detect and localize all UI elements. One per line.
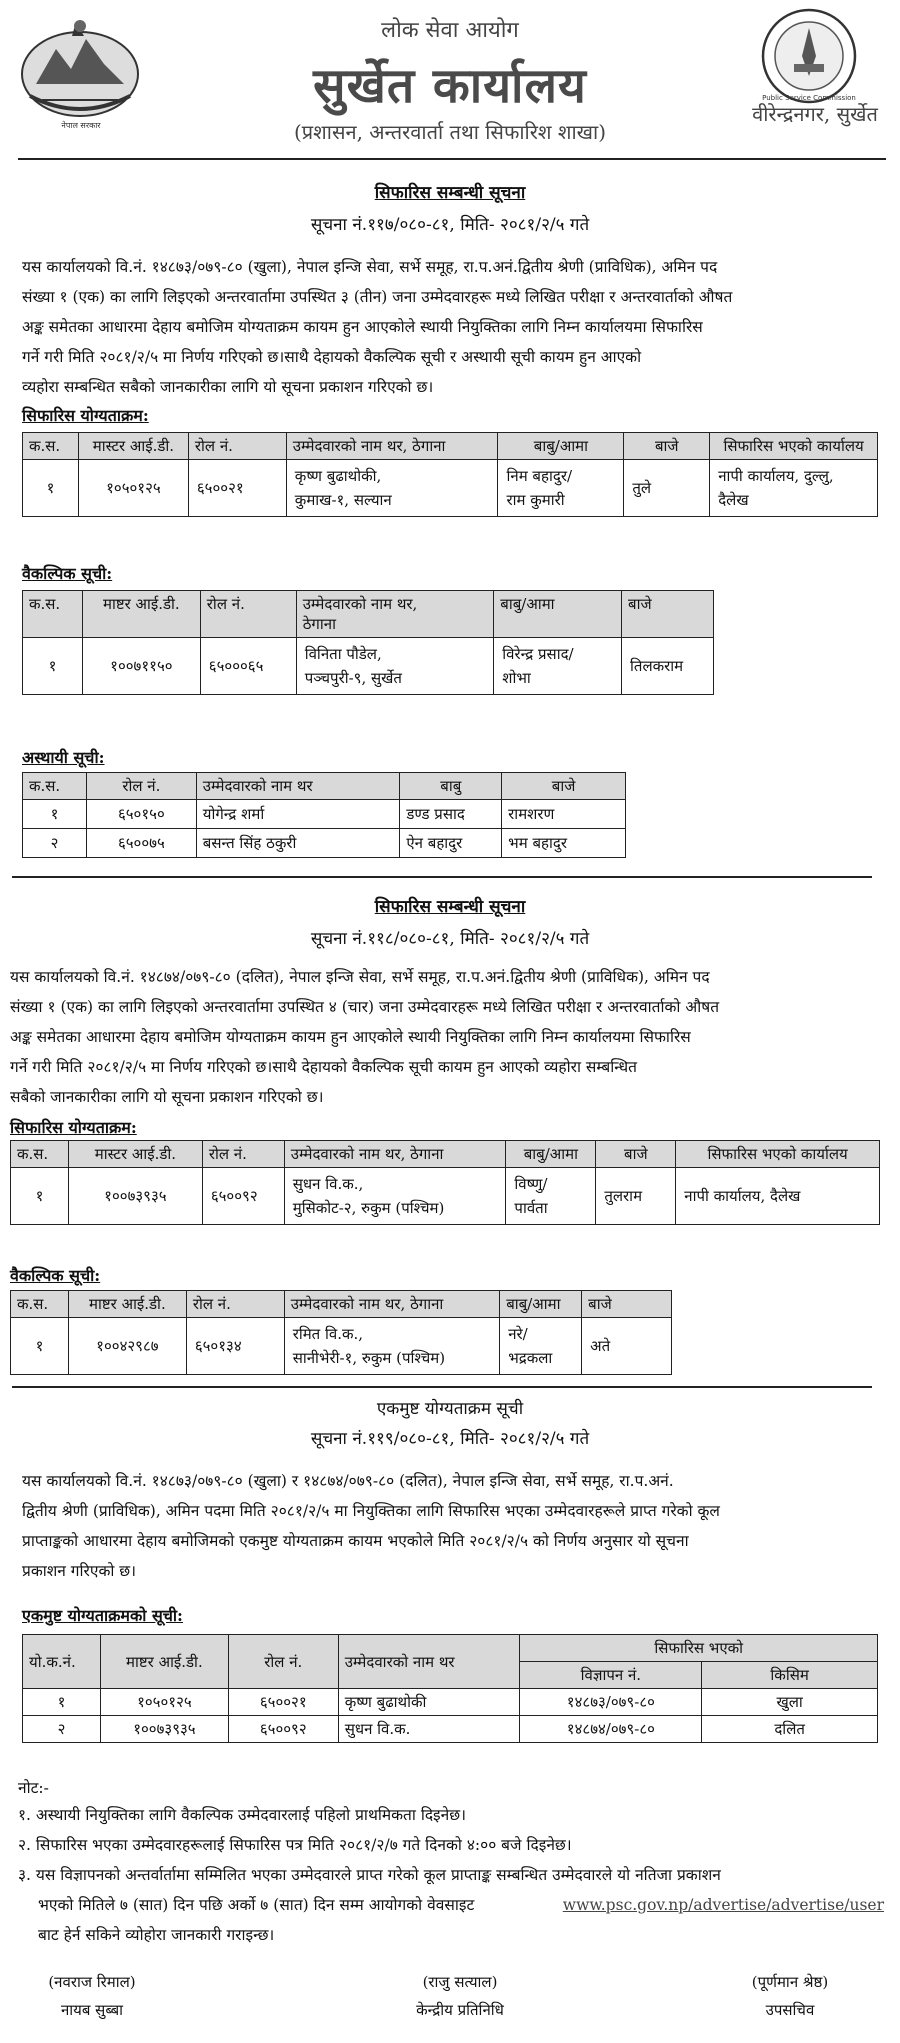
rank-cell: १ (23, 1689, 101, 1716)
category-cell: खुला (702, 1689, 878, 1716)
notice3-line: द्वितीय श्रेणी (प्राविधिक), अमिन पदमा मिति २०८१/२/५ मा नियुक्तिका लागि सिफारिस भएका उम्मेदवारहरूले प्राप्त गरेको कूल (22, 1502, 720, 1520)
col-header: बाजे (596, 1141, 676, 1168)
advert-no-cell: १४८७४/०७९-८० (520, 1716, 702, 1743)
table-header-row (23, 1635, 878, 1662)
col-header: माष्टर आई.डी. (82, 591, 200, 638)
notice2-rec-label: सिफारिस योग्यताक्रम: (10, 1118, 137, 1137)
notice1-temporary-table (22, 772, 626, 858)
notice1-line: संख्या १ (एक) का लागि लिइएको अन्तरवार्तामा उपस्थित ३ (तीन) जना उम्मेदवारहरू मध्ये लिखित परीक्षा र अन्तरवार्ताको औषत (22, 288, 733, 306)
table-row (23, 638, 714, 695)
notice2-recommendation-table (10, 1140, 880, 1225)
name-cell: बसन्त सिंह ठकुरी (196, 829, 400, 858)
notice1-alt-label: वैकल्पिक सूची: (22, 564, 113, 583)
col-header: बाबु (400, 773, 502, 800)
master-id-cell: १०५०१२५ (100, 1689, 228, 1716)
name-cell: सुधन वि.क. (338, 1716, 520, 1743)
master-id-cell: १००७११५० (82, 638, 200, 695)
col-header: उम्मेदवारको नाम थर (338, 1635, 520, 1689)
col-header: रोल नं. (186, 1291, 284, 1318)
col-header: बाजे (582, 1291, 672, 1318)
col-header: सिफारिस भएको कार्यालय (676, 1141, 880, 1168)
col-header: किसिम (702, 1662, 878, 1689)
notice2-title: सिफारिस सम्बन्धी सूचना (374, 897, 526, 917)
notice2-alt-label: वैकल्पिक सूची: (10, 1266, 101, 1285)
grandfather-cell: तुले (624, 460, 710, 517)
father: विरेन्द्र प्रसाद/ (502, 645, 574, 663)
notice2-number: सूचना नं.११८/०८०-८१, मिति- २०८१/२/५ गते (310, 929, 590, 949)
master-id-cell: १०५०१२५ (78, 460, 188, 517)
table-row (23, 829, 626, 858)
father-cell: डण्ड प्रसाद (400, 800, 502, 829)
notice3-title: एकमुष्ट योग्यताक्रम सूची (376, 1399, 524, 1419)
table-header-row (23, 433, 878, 460)
notice1-recommendation-table (22, 432, 878, 517)
col-header: क.स. (23, 773, 87, 800)
notice1-body (22, 252, 880, 402)
note-item: २. सिफारिस भएका उम्मेदवारहरूलाई सिफारिस पत्र मिति २०८१/२/७ गते दिनको ४:०० बजे दिइनेछ। (18, 1836, 572, 1854)
father: नरे/ (508, 1325, 528, 1343)
master-id-cell: १००७३९३५ (68, 1168, 202, 1225)
col-header: बाबु/आमा (500, 1291, 582, 1318)
note-item: ३. यस विज्ञापनको अन्तर्वार्तामा सम्मिलित भएका उम्मेदवारले प्राप्त गरेको कूल प्राप्ताङ्क सम्बन्धित उम्मेदवारले यो नतिजा प्रकाशन (18, 1866, 721, 1884)
col-header-line: उम्मेदवारको नाम थर, (302, 595, 418, 613)
col-header: उम्मेदवारको नाम थर, ठेगाना (284, 1291, 500, 1318)
serial-cell: १ (23, 800, 87, 829)
father-cell: ऐन बहादुर (400, 829, 502, 858)
candidate-name: कृष्ण बुढाथोकी, (294, 467, 382, 485)
notice2-line: संख्या १ (एक) का लागि लिइएको अन्तरवार्तामा उपस्थित ४ (चार) जना उम्मेदवारहरू मध्ये लिखित परीक्षा र अन्तरवार्ताको औषत (10, 998, 720, 1016)
table-header-row (23, 773, 626, 800)
mother: शोभा (502, 669, 531, 687)
col-header: विज्ञापन नं. (520, 1662, 702, 1689)
candidate-name: सुधन वि.क., (292, 1175, 364, 1193)
col-header: उम्मेदवारको नाम थर, ठेगाना (286, 433, 498, 460)
col-header: माष्टर आई.डी. (100, 1635, 228, 1689)
notice2-line: अङ्क समेतका आधारमा देहाय बमोजिम योग्यताक्रम कायम हुन आएकोले स्थायी नियुक्तिका लागि निम्न कार्यालयमा सिफारिस (10, 1028, 691, 1046)
table-header-row (23, 591, 714, 638)
office-cell: नापी कार्यालय, दैलेख (676, 1168, 880, 1225)
col-header: क.स. (11, 1291, 69, 1318)
note-text: भएको मितिले ७ (सात) दिन पछि अर्को ७ (सात) दिन सम्म आयोगको वेवसाइट (38, 1896, 475, 1914)
col-header: बाजे (624, 433, 710, 460)
notice2-body (10, 962, 880, 1112)
signatory-name: (राजु सत्याल) (422, 1973, 498, 1991)
notice3-body (22, 1466, 878, 1586)
grandfather-cell: अते (582, 1318, 672, 1375)
roll-cell: ६५०१५० (86, 800, 196, 829)
parents-cell (494, 638, 622, 695)
signatory-post: उपसचिव (765, 2001, 815, 2019)
col-header: सिफारिस भएको (520, 1635, 878, 1662)
office-cell (710, 460, 878, 517)
parents-cell (506, 1168, 596, 1225)
col-header: क.स. (23, 591, 83, 638)
office-name: सुर्खेत कार्यालय (313, 58, 587, 114)
grandfather-cell: तिलकराम (622, 638, 714, 695)
col-header: रोल नं. (86, 773, 196, 800)
father: विष्णु/ (514, 1175, 548, 1193)
notice3-line: प्राप्ताङ्कको आधारमा देहाय बमोजिमको एकमुष्ट योग्यताक्रम कायम भएकोले मिति २०८१/२/५ को निर्णय अनुसार यो सूचना (22, 1532, 689, 1550)
col-header: रोल नं. (202, 1141, 284, 1168)
category-cell: दलित (702, 1716, 878, 1743)
notice3-number: सूचना नं.११९/०८०-८१, मिति- २०८१/२/५ गते (310, 1429, 590, 1449)
letterhead (0, 0, 900, 150)
roll-cell: ६५००९२ (202, 1168, 284, 1225)
section-divider (12, 1386, 872, 1388)
roll-cell: ६५००२१ (228, 1689, 338, 1716)
master-id-cell: १००४२९८७ (68, 1318, 186, 1375)
table-row (23, 1689, 878, 1716)
notice1-rec-label: सिफारिस योग्यताक्रम: (22, 406, 149, 425)
mother: भद्रकला (508, 1349, 553, 1367)
candidate-address: सानीभेरी-१, रुकुम (पश्चिम) (292, 1349, 446, 1367)
consolidated-merit-table (22, 1634, 878, 1743)
table-header-row (11, 1141, 880, 1168)
col-header: रोल नं. (188, 433, 286, 460)
notice1-line: व्यहोरा सम्बन्धित सबैको जानकारीका लागि यो सूचना प्रकाशन गरिएको छ। (22, 378, 434, 396)
table-row (23, 800, 626, 829)
col-header: बाबु/आमा (498, 433, 624, 460)
notice1-line: यस कार्यालयको वि.नं. १४८७३/०७९-८० (खुला), नेपाल इन्जि सेवा, सर्भे समूह, रा.प.अनं.द्वितीय श्रेणी (प्राविधिक), अमिन पद (22, 258, 718, 276)
office-location: वीरेन्द्रनगर, सुर्खेत (752, 102, 878, 126)
table-header-row (11, 1291, 672, 1318)
col-header: मास्टर आई.डी. (78, 433, 188, 460)
serial-cell: १ (11, 1318, 69, 1375)
col-header: क.स. (23, 433, 79, 460)
notice1-temp-label: अस्थायी सूची: (22, 748, 105, 767)
serial-cell: १ (23, 460, 79, 517)
notice2-line: सबैको जानकारीका लागि यो सूचना प्रकाशन गरिएको छ। (10, 1088, 324, 1106)
col-header: बाजे (502, 773, 626, 800)
roll-cell: ६५००९२ (228, 1716, 338, 1743)
name-address-cell (286, 460, 498, 517)
branch-name: (प्रशासन, अन्तरवार्ता तथा सिफारिश शाखा) (293, 120, 606, 144)
commission-name: लोक सेवा आयोग (381, 18, 519, 43)
notice3-line: यस कार्यालयको वि.नं. १४८७३/०७९-८० (खुला) र १४८७४/०७९-८० (दलित), नेपाल इन्जि सेवा, सर्भे समूह, रा.प.अनं. (22, 1472, 674, 1490)
serial-cell: १ (23, 638, 83, 695)
office-name: नापी कार्यालय, दुल्लु, (718, 467, 834, 485)
notice3-line: प्रकाशन गरिएको छ। (22, 1562, 137, 1580)
note-item: १. अस्थायी नियुक्तिका लागि वैकल्पिक उम्मेदवारलाई पहिलो प्राथमिकता दिइनेछ। (18, 1806, 467, 1824)
parents-cell (500, 1318, 582, 1375)
signatory-post: केन्द्रीय प्रतिनिधि (416, 2001, 504, 2019)
name-address-cell (284, 1168, 506, 1225)
grandfather-cell: भम बहादुर (502, 829, 626, 858)
master-id-cell: १००७३९३५ (100, 1716, 228, 1743)
col-header: रोल नं. (228, 1635, 338, 1689)
col-header: बाबु/आमा (506, 1141, 596, 1168)
name-cell: कृष्ण बुढाथोकी (338, 1689, 520, 1716)
section-divider (12, 876, 872, 878)
signatory-name: (पूर्णमान श्रेष्ठ) (751, 1973, 829, 1991)
col-header: बाबु/आमा (494, 591, 622, 638)
col-header: बाजे (622, 591, 714, 638)
col-header: सिफारिस भएको कार्यालय (710, 433, 878, 460)
psc-website-link[interactable]: www.psc.gov.np/advertise/advertise/user (562, 1896, 884, 1914)
candidate-address: कुमाख-१, सल्यान (294, 491, 392, 509)
right-emblem-caption: Public Service Commission (762, 94, 856, 102)
signature-block (22, 1972, 162, 2020)
note-item-continued (18, 1890, 884, 1920)
grandfather-cell: रामशरण (502, 800, 626, 829)
mother: राम कुमारी (506, 491, 565, 509)
roll-cell: ६५०००६५ (200, 638, 296, 695)
roll-cell: ६५०१३४ (186, 1318, 284, 1375)
col-header: मास्टर आई.डी. (68, 1141, 202, 1168)
signatory-name: (नवराज रिमाल) (48, 1973, 136, 1991)
signatory-post: नायब सुब्बा (60, 2001, 124, 2019)
signature-block (360, 1972, 560, 2020)
grandfather-cell: तुलराम (596, 1168, 676, 1225)
notice1-alternative-table (22, 590, 714, 695)
notice2-line: गर्ने गरी मिति २०८१/२/५ मा निर्णय गरिएको छ।साथै देहायको वैकल्पिक सूची कायम हुन आएको व्यहोरा सम्बन्धित (10, 1058, 637, 1076)
parents-cell (498, 460, 624, 517)
notice1-title: सिफारिस सम्बन्धी सूचना (374, 183, 526, 203)
candidate-address: मुसिकोट-२, रुकुम (पश्चिम) (292, 1199, 445, 1217)
table-row (11, 1318, 672, 1375)
mother: पार्वता (514, 1199, 548, 1217)
name-address-cell (284, 1318, 500, 1375)
table-row (23, 460, 878, 517)
notes-heading: नोट:- (18, 1779, 49, 1797)
office-district: दैलेख (718, 491, 749, 509)
left-emblem-caption: नेपाल सरकार (61, 121, 101, 130)
roll-cell: ६५००७५ (86, 829, 196, 858)
name-address-cell (296, 638, 494, 695)
notice3-list-label: एकमुष्ट योग्यताक्रमको सूची: (22, 1606, 183, 1625)
notice1-line: अङ्क समेतका आधारमा देहाय बमोजिम योग्यताक्रम कायम हुन आएकोले स्थायी नियुक्तिका लागि निम्न कार्यालयमा सिफारिस (22, 318, 703, 336)
advert-no-cell: १४८७३/०७९-८० (520, 1689, 702, 1716)
col-header-line: ठेगाना (302, 615, 336, 633)
rank-cell: २ (23, 1716, 101, 1743)
col-header: उम्मेदवारको नाम थर (196, 773, 400, 800)
table-row (23, 1716, 878, 1743)
table-row (11, 1168, 880, 1225)
notice1-number: सूचना नं.११७/०८०-८१, मिति- २०८१/२/५ गते (310, 215, 590, 235)
candidate-name: रमित वि.क., (292, 1325, 364, 1343)
candidate-address: पञ्चपुरी-९, सुर्खेत (304, 669, 402, 687)
col-header (296, 591, 494, 638)
roll-cell: ६५००२१ (188, 460, 286, 517)
note-text: बाट हेर्न सकिने व्योहोरा जानकारी गराइन्छ। (38, 1926, 275, 1944)
serial-cell: २ (23, 829, 87, 858)
serial-cell: १ (11, 1168, 69, 1225)
notice1-line: गर्ने गरी मिति २०८१/२/५ मा निर्णय गरिएको छ।साथै देहायको वैकल्पिक सूची र अस्थायी सूची कायम हुन आएको (22, 348, 642, 366)
col-header: माष्टर आई.डी. (68, 1291, 186, 1318)
col-header: क.स. (11, 1141, 69, 1168)
notice2-line: यस कार्यालयको वि.नं. १४८७४/०७९-८० (दलित), नेपाल इन्जि सेवा, सर्भे समूह, रा.प.अनं.द्वितीय श्रेणी (प्राविधिक), अमिन पद (10, 968, 710, 986)
father: निम बहादुर/ (506, 467, 573, 485)
col-header: रोल नं. (200, 591, 296, 638)
candidate-name: विनिता पौडेल, (304, 645, 382, 663)
name-cell: योगेन्द्र शर्मा (196, 800, 400, 829)
psc-seal-icon (756, 6, 862, 106)
notes-list (18, 1800, 884, 1950)
col-header: यो.क.नं. (23, 1635, 101, 1689)
col-header: उम्मेदवारको नाम थर, ठेगाना (284, 1141, 506, 1168)
notice2-alternative-table (10, 1290, 672, 1375)
header-divider (18, 158, 886, 160)
signature-block (700, 1972, 880, 2020)
